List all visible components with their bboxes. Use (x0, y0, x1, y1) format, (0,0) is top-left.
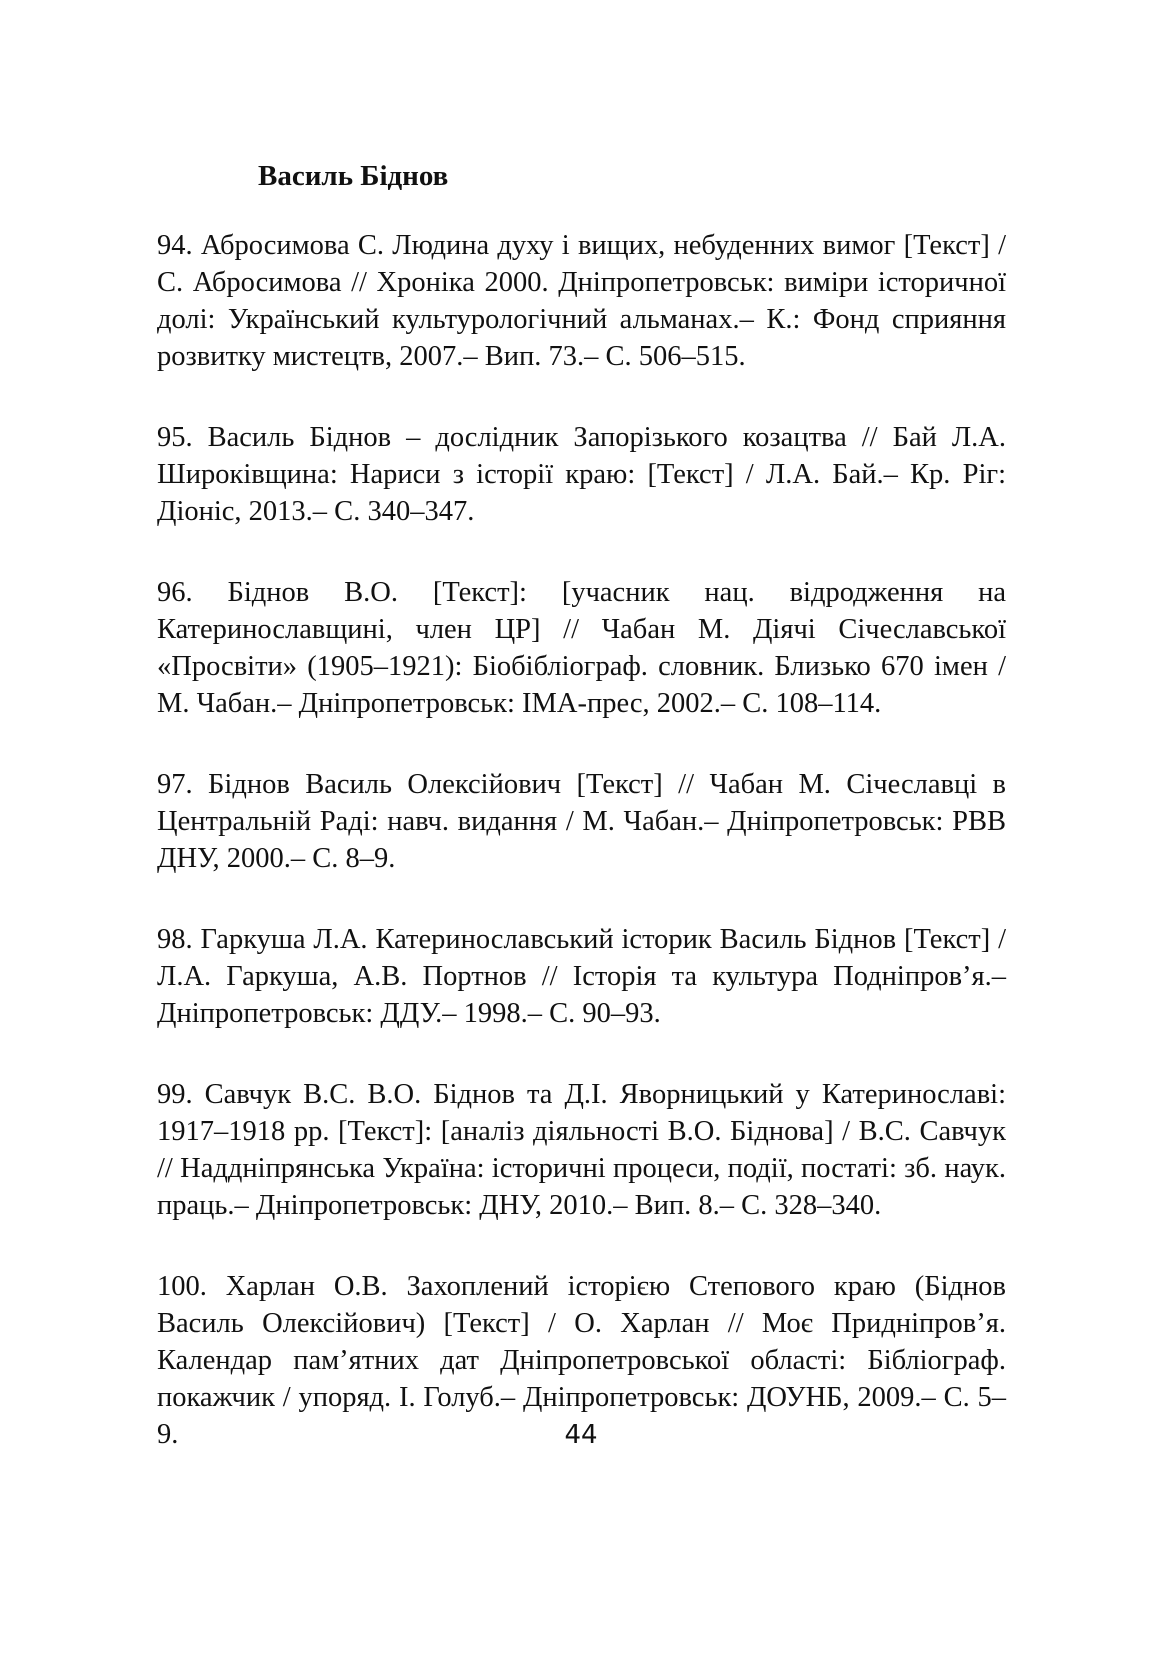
bibliography-entry (157, 419, 1006, 530)
bibliography-entry-text: 100. Харлан О.В. Захоплений історією Степового краю (Біднов Василь Олексійович) [Текст] / О. Харлан // Моє Придніпров’я. Календар пам’ятних дат Дніпропетровської області: Бібліограф. покажчик / упоряд. І. Голуб.– Дніпропетровськ: ДОУНБ, 2009.– С. 5–9. (157, 1271, 1006, 1450)
bibliography-entry (157, 574, 1006, 722)
page-number: 44 (564, 1420, 598, 1450)
bibliography-entry (157, 1076, 1006, 1224)
bibliography-entry-text: 98. Гаркуша Л.А. Катеринославський історик Василь Біднов [Текст] / Л.А. Гаркуша, А.В. Портнов // Історія та культура Подніпров’я.– Дніпропетровськ: ДДУ.– 1998.– С. 90–93. (157, 924, 1006, 1029)
bibliography-list (157, 227, 1006, 1497)
bibliography-entry-text: 95. Василь Біднов – дослідник Запорізького козацтва // Бай Л.А. Широківщина: Нариси з історії краю: [Текст] / Л.А. Бай.– Кр. Ріг: Діоніс, 2013.– С. 340–347. (157, 422, 1006, 527)
bibliography-entry-text: 94. Абросимова С. Людина духу і вищих, небуденних вимог [Текст] / С. Абросимова // Хроніка 2000. Дніпропетровськ: виміри історичної долі: Український культурологічний альманах.– К.: Фонд сприяння розвитку мистецтв, 2007.– Вип. 73.– С. 506–515. (157, 230, 1006, 372)
bibliography-entry-text: 96. Біднов В.О. [Текст]: [учасник нац. відродження на Катеринославщині, член ЦР] // Чабан М. Діячі Січеславської «Просвіти» (1905–1921): Біобібліограф. словник. Близько 670 імен / М. Чабан.– Дніпропетровськ: ІМА-прес, 2002.– С. 108–114. (157, 577, 1006, 719)
bibliography-entry (157, 766, 1006, 877)
section-title: Василь Біднов (258, 160, 449, 192)
bibliography-entry-text: 97. Біднов Василь Олексійович [Текст] // Чабан М. Січеславці в Центральній Раді: навч. видання / М. Чабан.– Дніпропетровськ: РВВ ДНУ, 2000.– С. 8–9. (157, 769, 1006, 874)
bibliography-entry-text: 99. Савчук В.С. В.О. Біднов та Д.І. Яворницький у Катеринославі: 1917–1918 рр. [Текст]: [аналіз діяльності В.О. Біднова] / В.С. Савчук // Наддніпрянська Україна: історичні процеси, події, постаті: зб. наук. праць.– Дніпропетровськ: ДНУ, 2010.– Вип. 8.– С. 328–340. (157, 1079, 1006, 1221)
bibliography-entry (157, 921, 1006, 1032)
bibliography-entry (157, 227, 1006, 375)
